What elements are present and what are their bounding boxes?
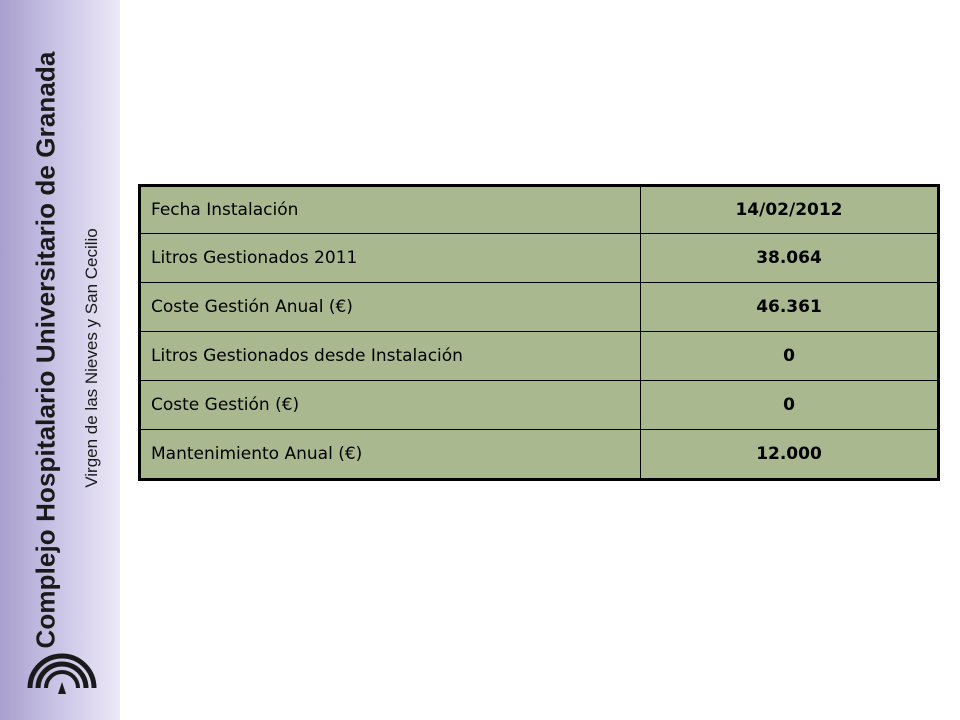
row-value: 0 [641,332,939,381]
junta-de-andalucia-logo-icon [22,648,102,704]
installation-data-table [138,184,940,481]
table-row [140,332,939,381]
row-label: Coste Gestión (€) [140,381,641,430]
row-label: Fecha Instalación [140,186,641,234]
row-label: Coste Gestión Anual (€) [140,283,641,332]
row-value: 0 [641,381,939,430]
sidebar-subtitle: Virgen de las Nieves y San Cecilio [82,228,101,488]
sidebar [0,0,120,720]
row-label: Litros Gestionados 2011 [140,234,641,283]
row-value: 14/02/2012 [641,186,939,234]
table-row [140,234,939,283]
row-value: 38.064 [641,234,939,283]
table-row [140,283,939,332]
row-value: 46.361 [641,283,939,332]
sidebar-title: Complejo Hospitalario Universitario de Granada [30,51,61,649]
row-value: 12.000 [641,430,939,480]
row-label: Litros Gestionados desde Instalación [140,332,641,381]
row-label: Mantenimiento Anual (€) [140,430,641,480]
table-row [140,430,939,480]
table-row [140,186,939,234]
table-row [140,381,939,430]
